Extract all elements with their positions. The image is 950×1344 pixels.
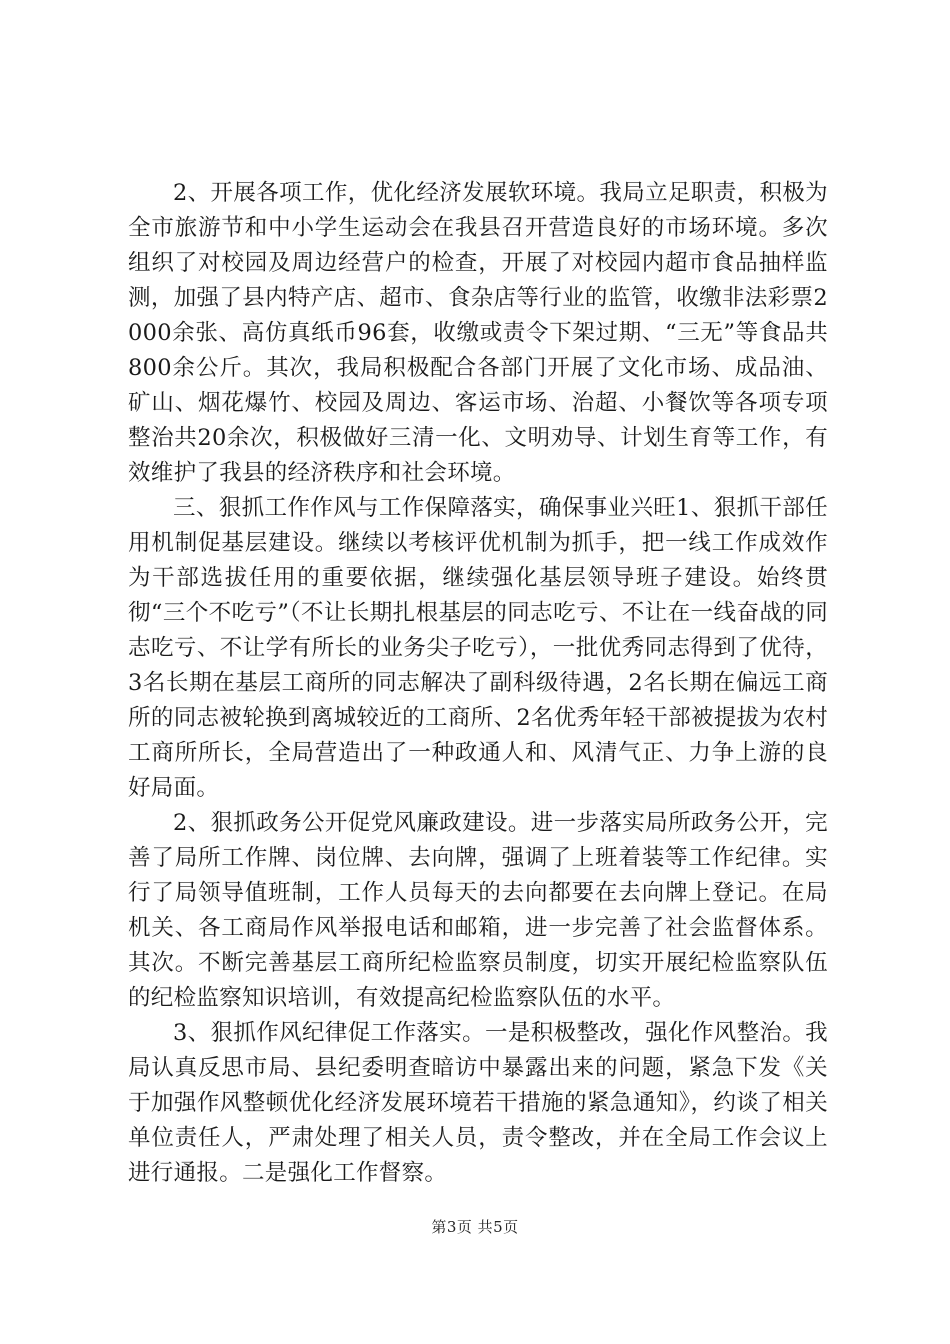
paragraph-discipline: 3、狠抓作风纪律促工作落实。一是积极整改，强化作风整治。我局认真反思市局、县纪委明查暗访中暴露出来的问题，紧急下发《关于加强作风整顿优化经济发展环境若干措施的紧急通知》，约谈了相关单位责任人，严肃处理了相关人员，责令整改，并在全局工作会议上进行通报。二是强化工作督察。	[128, 1020, 828, 1186]
page-footer: 第3页 共5页	[431, 1218, 519, 1236]
paragraph-government-transparency: 2、狠抓政务公开促党风廉政建设。进一步落实局所政务公开，完善了局所工作牌、岗位牌、去向牌，强调了上班着装等工作纪律。实行了局领导值班制，工作人员每天的去向都要在去向牌上登记。在局机关、各工商局作风举报电话和邮箱，进一步完善了社会监督体系。其次。不断完善基层工商所纪检监察员制度，切实开展纪检监察队伍的纪检监察知识培训，有效提高纪检监察队伍的水平。	[128, 810, 828, 1011]
paragraph-work-style-section: 三、狠抓工作作风与工作保障落实，确保事业兴旺1、狠抓干部任用机制促基层建设。继续以考核评优机制为抓手，把一线工作成效作为干部选拔任用的重要依据，继续强化基层领导班子建设。始终贯彻“三个不吃亏”（不让长期扎根基层的同志吃亏、不让在一线奋战的同志吃亏、不让学有所长的业务尖子吃亏），一批优秀同志得到了优待，3名长期在基层工商所的同志解决了副科级待遇，2名长期在偏远工商所的同志被轮换到离城较近的工商所、2名优秀年轻干部被提拔为农村工商所所长，全局营造出了一种政通人和、风清气正、力争上游的良好局面。	[128, 495, 828, 801]
paragraph-business-environment: 2、开展各项工作，优化经济发展软环境。我局立足职责，积极为全市旅游节和中小学生运动会在我县召开营造良好的市场环境。多次组织了对校园及周边经营户的检查，开展了对校园内超市食品抽样监测，加强了县内特产店、超市、食杂店等行业的监管，收缴非法彩票2000余张、高仿真纸币96套，收缴或责令下架过期、“三无”等食品共800余公斤。其次，我局积极配合各部门开展了文化市场、成品油、矿山、烟花爆竹、校园及周边、客运市场、治超、小餐饮等各项专项整治共20余次，积极做好三清一化、文明劝导、计划生育等工作，有效维护了我县的经济秩序和社会环境。	[128, 180, 828, 486]
document-body	[128, 176, 828, 1191]
